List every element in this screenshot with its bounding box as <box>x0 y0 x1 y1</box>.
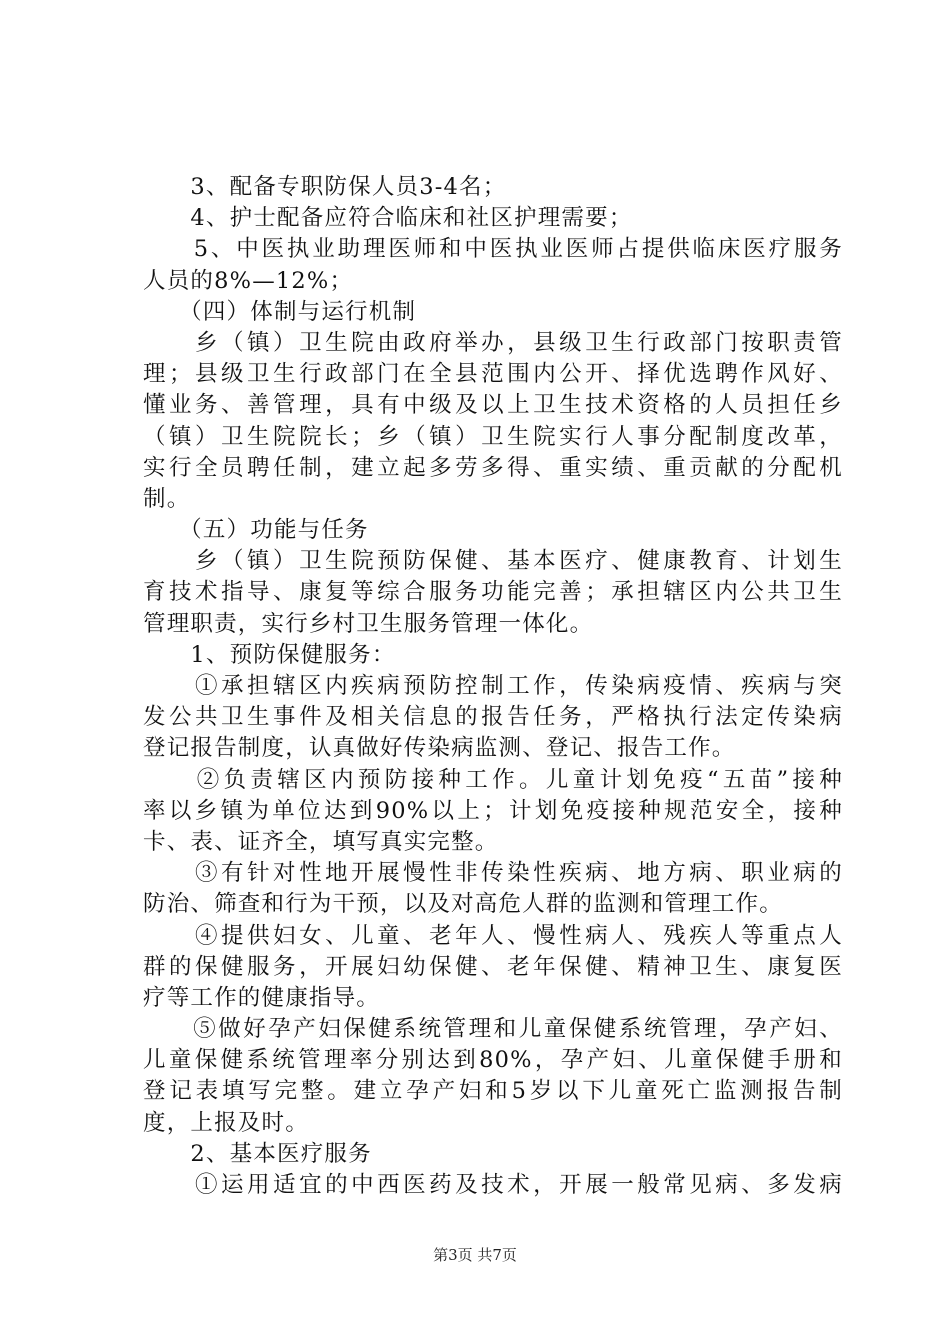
text-line: 度，上报及时。 <box>143 1109 309 1136</box>
text-line: 管理职责，实行乡村卫生服务管理一体化。 <box>143 610 594 637</box>
text-line: ①承担辖区内疾病预防控制工作，传染病疫情、疾病与突 <box>143 673 843 699</box>
body-text <box>143 172 843 1201</box>
text-line: 2、基本医疗服务 <box>143 1140 372 1167</box>
text-line: 群的保健服务，开展妇幼保健、老年保健、精神卫生、康复医 <box>143 953 843 980</box>
text-line: 4、护士配备应符合临床和社区护理需要； <box>143 205 633 232</box>
text-line: 登记表填写完整。建立孕产妇和5岁以下儿童死亡监测报告制 <box>143 1078 843 1105</box>
page-footer: 第3页 共7页 <box>433 1246 517 1264</box>
text-line: 人员的8%—12%； <box>143 267 354 294</box>
text-line: 乡（镇）卫生院由政府举办，县级卫生行政部门按职责管 <box>143 329 843 356</box>
text-line: 制。 <box>143 485 191 512</box>
text-line: （四）体制与运行机制 <box>143 298 417 325</box>
text-line: ①运用适宜的中西医药及技术，开展一般常见病、多发病 <box>143 1172 843 1198</box>
text-line: 疗等工作的健康指导。 <box>143 984 381 1011</box>
text-line: 5、中医执业助理医师和中医执业医师占提供临床医疗服务 <box>143 236 843 263</box>
text-line: 育技术指导、康复等综合服务功能完善；承担辖区内公共卫生 <box>143 579 843 606</box>
text-line: ④提供妇女、儿童、老年人、慢性病人、残疾人等重点人 <box>143 922 843 949</box>
text-line: （五）功能与任务 <box>143 517 369 544</box>
text-line: 懂业务、善管理，具有中级及以上卫生技术资格的人员担任乡 <box>143 392 843 419</box>
text-line: ⑤做好孕产妇保健系统管理和儿童保健系统管理，孕产妇、 <box>143 1016 843 1043</box>
text-line: 乡（镇）卫生院预防保健、基本医疗、健康教育、计划生 <box>143 548 843 575</box>
text-line: 3、配备专职防保人员3-4名； <box>143 174 507 200</box>
text-line: 登记报告制度，认真做好传染病监测、登记、报告工作。 <box>143 735 736 762</box>
text-line: ③有针对性地开展慢性非传染性疾病、地方病、职业病的 <box>143 860 843 887</box>
text-line: 卡、表、证齐全，填写真实完整。 <box>143 828 499 855</box>
text-line: ②负责辖区内预防接种工作。儿童计划免疫“五苗”接种 <box>143 766 843 793</box>
text-line: 发公共卫生事件及相关信息的报告任务，严格执行法定传染病 <box>143 704 843 731</box>
text-line: 率以乡镇为单位达到90%以上；计划免疫接种规范安全，接种 <box>143 797 843 824</box>
text-line: （镇）卫生院院长；乡（镇）卫生院实行人事分配制度改革， <box>143 423 843 450</box>
text-line: 防治、筛查和行为干预，以及对高危人群的监测和管理工作。 <box>143 891 783 918</box>
text-line: 1、预防保健服务： <box>143 641 396 668</box>
text-line: 实行全员聘任制，建立起多劳多得、重实绩、重贡献的分配机 <box>143 454 843 481</box>
text-line: 儿童保健系统管理率分别达到80%，孕产妇、儿童保健手册和 <box>143 1047 843 1074</box>
text-line: 理；县级卫生行政部门在全县范围内公开、择优选聘作风好、 <box>143 361 843 388</box>
